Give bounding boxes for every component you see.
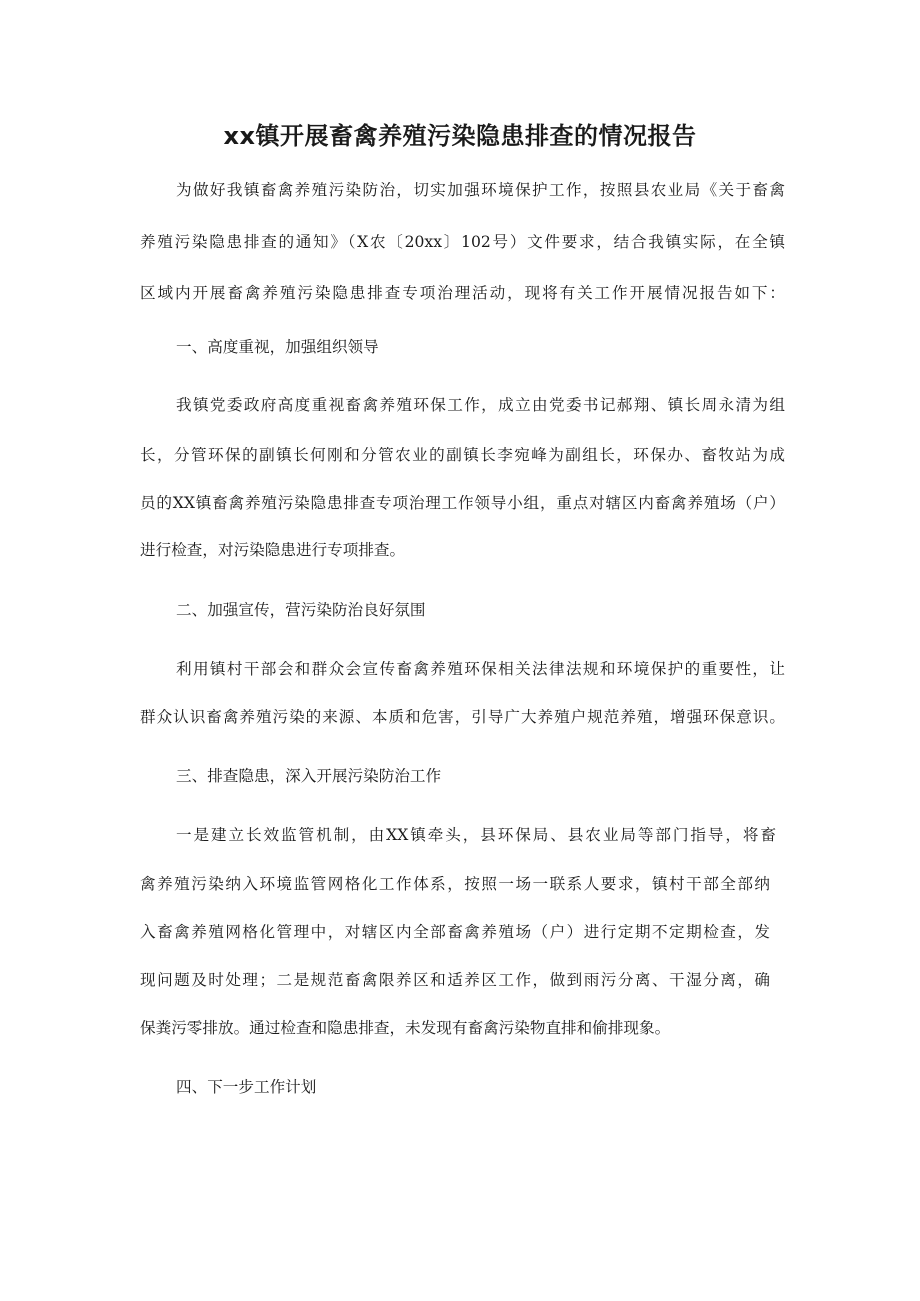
section-heading-4: 四、下一步工作计划 [176,1078,317,1096]
document-title: xx镇开展畜禽养殖污染隐患排查的情况报告 [223,122,697,150]
intro-line-1: 为做好我镇畜禽养殖污染防治，切实加强环境保护工作，按照县农业局《关于畜禽 [176,181,785,199]
intro-line-3: 区域内开展畜禽养殖污染隐患排查专项治理活动，现将有关工作开展情况报告如下： [140,284,785,302]
section-3-line-3: 入畜禽养殖网格化管理中，对辖区内全部畜禽养殖场（户）进行定期不定期检查，发 [140,923,770,941]
section-2-line-1: 利用镇村干部会和群众会宣传畜禽养殖环保相关法律法规和环境保护的重要性，让 [176,660,785,678]
section-heading-3: 三、排查隐患，深入开展污染防治工作 [176,767,442,785]
section-3-line-4: 现问题及时处理；二是规范畜禽限养区和适养区工作，做到雨污分离、干湿分离，确 [140,971,770,989]
section-heading-1: 一、高度重视，加强组织领导 [176,338,379,356]
section-1-line-4: 进行检查，对污染隐患进行专项排查。 [140,541,406,559]
section-1-line-1: 我镇党委政府高度重视畜禽养殖环保工作，成立由党委书记郝翔、镇长周永清为组 [176,396,785,414]
section-2-line-2: 群众认识畜禽养殖污染的来源、本质和危害，引导广大养殖户规范养殖，增强环保意识。 [140,708,785,726]
section-1-line-3: 员的XX镇畜禽养殖污染隐患排查专项治理工作领导小组，重点对辖区内畜禽养殖场（户） [140,494,785,512]
section-3-line-1: 一是建立长效监管机制，由XX镇牵头，县环保局、县农业局等部门指导，将畜 [176,826,776,844]
section-3-line-5: 保粪污零排放。通过检查和隐患排查，未发现有畜禽污染物直排和偷排现象。 [140,1019,671,1037]
section-3-line-2: 禽养殖污染纳入环境监管网格化工作体系，按照一场一联系人要求，镇村干部全部纳 [140,875,770,893]
section-1-line-2: 长，分管环保的副镇长何刚和分管农业的副镇长李宛峰为副组长，环保办、畜牧站为成 [140,446,785,464]
section-heading-2: 二、加强宣传，营污染防治良好氛围 [176,601,426,619]
intro-line-2: 养殖污染隐患排查的通知》（X农〔20xx〕102号）文件要求，结合我镇实际，在全镇 [140,233,785,251]
